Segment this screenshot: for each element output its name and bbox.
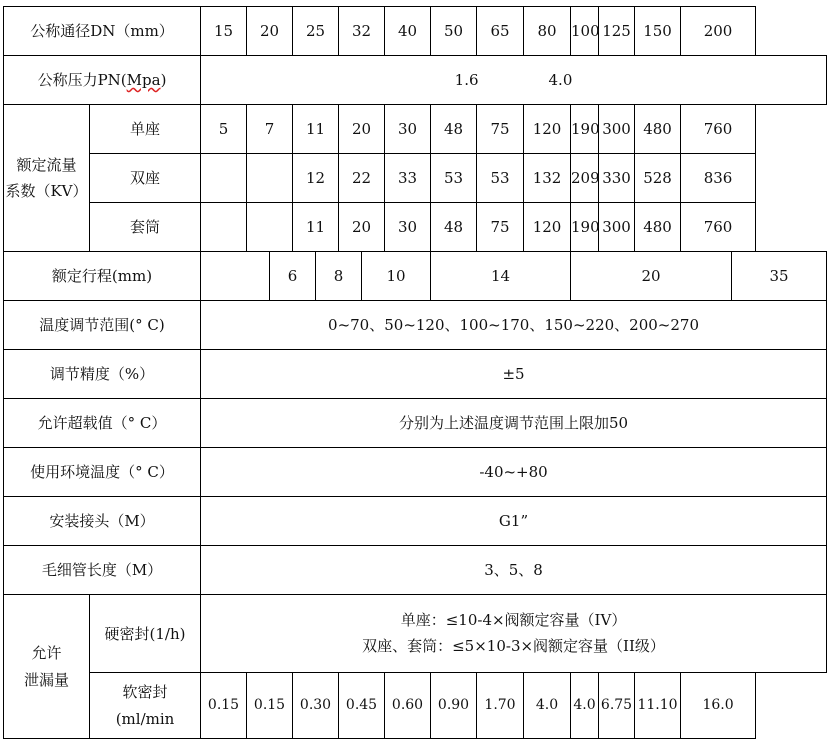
leakage-label bbox=[4, 595, 90, 739]
kv-label-line2: 系数（KV） bbox=[5, 182, 88, 200]
soft-seal-label-line2: (ml/min bbox=[115, 709, 175, 728]
kv-cell: 5 bbox=[201, 105, 247, 154]
overload-label: 允许超载值（° C） bbox=[4, 399, 201, 448]
capillary-value: 3、5、8 bbox=[201, 546, 827, 595]
kv-cell: 20 bbox=[339, 105, 385, 154]
dn-value: 32 bbox=[339, 7, 385, 56]
stroke-value: 6 bbox=[270, 252, 316, 301]
accuracy-label: 调节精度（%） bbox=[4, 350, 201, 399]
kv-cell: 30 bbox=[385, 105, 431, 154]
ambient-row bbox=[4, 448, 827, 497]
accuracy-row bbox=[4, 350, 827, 399]
connector-row bbox=[4, 497, 827, 546]
kv-cell: 75 bbox=[477, 203, 524, 252]
kv-cell bbox=[201, 154, 247, 203]
kv-label-line1: 额定流量 bbox=[16, 155, 77, 174]
dn-value: 40 bbox=[385, 7, 431, 56]
soft-seal-label-line1: 软密封 bbox=[122, 683, 168, 702]
kv-cell: 190 bbox=[571, 105, 599, 154]
soft-seal-cell: 0.15 bbox=[201, 673, 247, 739]
kv-cell: 53 bbox=[431, 154, 477, 203]
kv-cell: 33 bbox=[385, 154, 431, 203]
kv-cell bbox=[247, 203, 293, 252]
dn-label: 公称通径DN（mm） bbox=[4, 7, 201, 56]
temp-range-value: 0~70、50~120、100~170、150~220、200~270 bbox=[201, 301, 827, 350]
kv-cell: 11 bbox=[293, 105, 339, 154]
soft-seal-label bbox=[90, 673, 201, 739]
ambient-label: 使用环境温度（° C） bbox=[4, 448, 201, 497]
leakage-label-line1: 允许 bbox=[31, 644, 62, 663]
dn-value: 125 bbox=[599, 7, 635, 56]
pn-label-suffix: ) bbox=[160, 71, 167, 89]
temp-range-label: 温度调节范围(° C) bbox=[4, 301, 201, 350]
kv-cell bbox=[201, 203, 247, 252]
pn-row bbox=[4, 56, 827, 105]
kv-cell: 132 bbox=[524, 154, 571, 203]
leakage-hard-row bbox=[4, 595, 827, 673]
kv-cell: 300 bbox=[599, 105, 635, 154]
kv-sleeve-row bbox=[4, 203, 827, 252]
dn-value: 100 bbox=[571, 7, 599, 56]
kv-cell: 300 bbox=[599, 203, 635, 252]
soft-seal-cell: 0.60 bbox=[385, 673, 431, 739]
connector-value: G1” bbox=[201, 497, 827, 546]
leakage-label-line2: 泄漏量 bbox=[23, 670, 69, 689]
pn-label bbox=[4, 56, 201, 105]
dn-value: 25 bbox=[293, 7, 339, 56]
soft-seal-cell: 11.10 bbox=[635, 673, 681, 739]
dn-value: 200 bbox=[681, 7, 756, 56]
connector-label: 安装接头（M） bbox=[4, 497, 201, 546]
kv-cell: 528 bbox=[635, 154, 681, 203]
pn-label-unit: Mpa bbox=[126, 71, 161, 89]
soft-seal-cell: 0.30 bbox=[293, 673, 339, 739]
kv-cell: 480 bbox=[635, 105, 681, 154]
kv-cell: 330 bbox=[599, 154, 635, 203]
stroke-value: 8 bbox=[316, 252, 362, 301]
kv-cell: 22 bbox=[339, 154, 385, 203]
kv-cell: 48 bbox=[431, 105, 477, 154]
kv-cell: 75 bbox=[477, 105, 524, 154]
kv-single-label: 单座 bbox=[90, 105, 201, 154]
dn-value: 15 bbox=[201, 7, 247, 56]
stroke-value: 35 bbox=[732, 252, 827, 301]
accuracy-value: ±5 bbox=[201, 350, 827, 399]
pn-values bbox=[201, 56, 827, 105]
overload-value: 分别为上述温度调节范围上限加50 bbox=[201, 399, 827, 448]
kv-sleeve-label: 套筒 bbox=[90, 203, 201, 252]
dn-row bbox=[4, 7, 827, 56]
kv-cell: 30 bbox=[385, 203, 431, 252]
hard-seal-line1: 单座：≤10-4×阀额定容量（IV） bbox=[400, 611, 627, 629]
stroke-row bbox=[4, 252, 827, 301]
soft-seal-cell: 6.75 bbox=[599, 673, 635, 739]
kv-cell: 120 bbox=[524, 203, 571, 252]
kv-cell: 12 bbox=[293, 154, 339, 203]
dn-value: 50 bbox=[431, 7, 477, 56]
dn-value: 150 bbox=[635, 7, 681, 56]
soft-seal-cell: 0.45 bbox=[339, 673, 385, 739]
kv-cell: 11 bbox=[293, 203, 339, 252]
capillary-label: 毛细管长度（M） bbox=[4, 546, 201, 595]
ambient-value: -40~+80 bbox=[201, 448, 827, 497]
kv-double-row bbox=[4, 154, 827, 203]
soft-seal-cell: 1.70 bbox=[477, 673, 524, 739]
hard-seal-line2: 双座、套筒：≤5×10-3×阀额定容量（II级） bbox=[362, 636, 665, 655]
hard-seal-label: 硬密封(1/h) bbox=[90, 595, 201, 673]
hard-seal-value bbox=[201, 595, 827, 673]
kv-cell: 53 bbox=[477, 154, 524, 203]
soft-seal-cell: 16.0 bbox=[681, 673, 756, 739]
temp-range-row bbox=[4, 301, 827, 350]
dn-value: 80 bbox=[524, 7, 571, 56]
kv-cell: 480 bbox=[635, 203, 681, 252]
soft-seal-cell: 4.0 bbox=[524, 673, 571, 739]
kv-cell: 7 bbox=[247, 105, 293, 154]
dn-value: 20 bbox=[247, 7, 293, 56]
kv-cell: 760 bbox=[681, 203, 756, 252]
kv-label bbox=[4, 105, 90, 252]
kv-single-row bbox=[4, 105, 827, 154]
leakage-soft-row bbox=[4, 673, 827, 739]
overload-row bbox=[4, 399, 827, 448]
stroke-value: 20 bbox=[571, 252, 732, 301]
kv-cell: 120 bbox=[524, 105, 571, 154]
kv-cell: 48 bbox=[431, 203, 477, 252]
kv-cell: 836 bbox=[681, 154, 756, 203]
kv-cell: 190 bbox=[571, 203, 599, 252]
soft-seal-cell: 4.0 bbox=[571, 673, 599, 739]
pn-value-b: 4.0 bbox=[548, 71, 573, 89]
kv-cell: 20 bbox=[339, 203, 385, 252]
spec-table bbox=[3, 6, 827, 739]
kv-cell: 760 bbox=[681, 105, 756, 154]
soft-seal-cell: 0.15 bbox=[247, 673, 293, 739]
pn-label-prefix: 公称压力PN( bbox=[37, 71, 127, 89]
kv-double-label: 双座 bbox=[90, 154, 201, 203]
stroke-value: 10 bbox=[362, 252, 431, 301]
kv-cell: 209 bbox=[571, 154, 599, 203]
capillary-row bbox=[4, 546, 827, 595]
stroke-label: 额定行程(mm) bbox=[4, 252, 201, 301]
pn-value-a: 1.6 bbox=[454, 71, 479, 89]
dn-value: 65 bbox=[477, 7, 524, 56]
stroke-empty bbox=[201, 252, 270, 301]
stroke-value: 14 bbox=[431, 252, 571, 301]
kv-cell bbox=[247, 154, 293, 203]
soft-seal-cell: 0.90 bbox=[431, 673, 477, 739]
